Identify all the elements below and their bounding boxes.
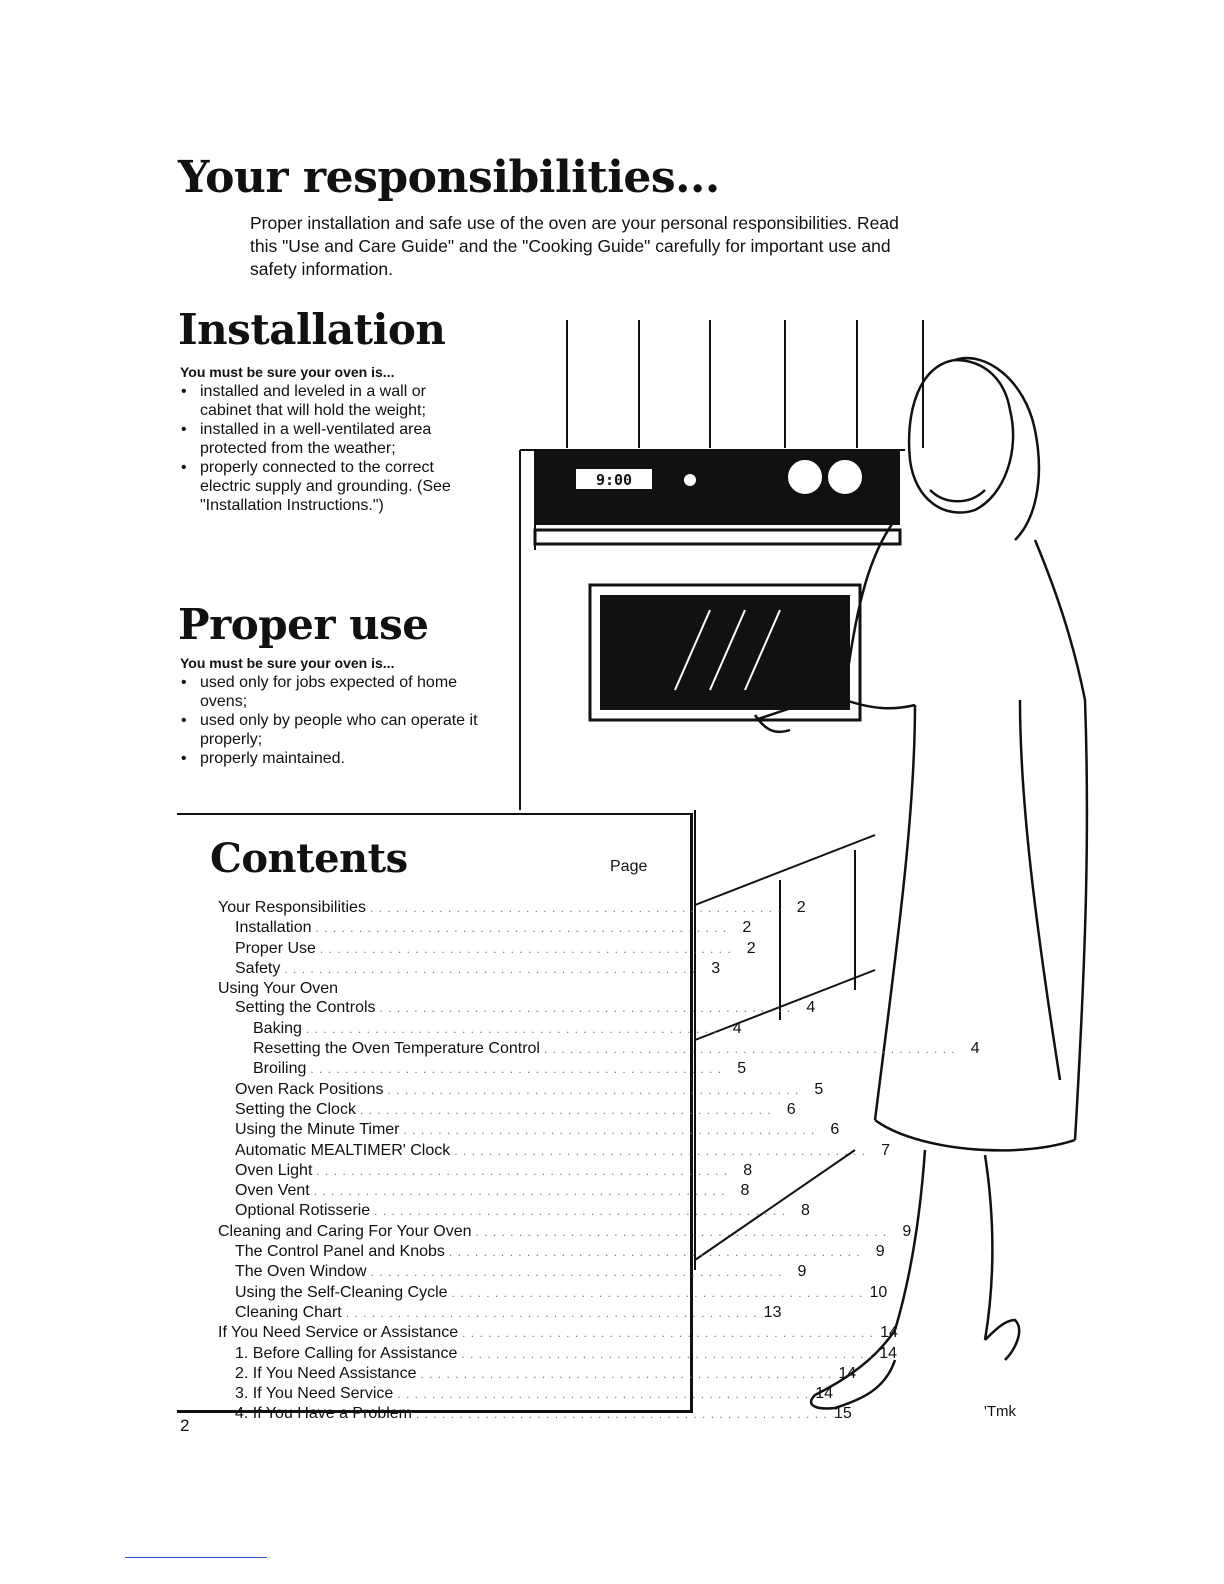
- contents-entry-page: 2: [796, 899, 806, 916]
- leader-dots: . . . . . . . . . . . . . . . . . . . . . . . . . . . . . . . . . . . . . . . . . . . . . . . .: [416, 1407, 828, 1422]
- leader-dots: . . . . . . . . . . . . . . . . . . . . . . . . . . . . . . . . . . . . . . . . . . . . . . . .: [319, 941, 732, 956]
- leader-dots: . . . . . . . . . . . . . . . . . . . . . . . . . . . . . . . . . . . . . . . . . . . . . . . .: [420, 1366, 833, 1381]
- leader-dots: . . . . . . . . . . . . . . . . . . . . . . . . . . . . . . . . . . . . . . . . . . . . . . . .: [359, 1102, 772, 1117]
- contents-entry-page: 4: [732, 1019, 742, 1037]
- trademark-note: 'Tmk: [984, 1403, 1017, 1420]
- leader-dots: . . . . . . . . . . . . . . . . . . . . . . . . . . . . . . . . . . . . . . . . . . . . . . . .: [543, 1042, 956, 1057]
- contents-entry-page: 8: [743, 1161, 753, 1179]
- contents-entry-page: 4: [970, 1040, 980, 1058]
- contents-entry-label: Using Your Oven: [218, 980, 339, 998]
- contents-entry: [218, 1344, 898, 1364]
- contents-entry: [218, 1141, 890, 1161]
- contents-entry-page: 5: [737, 1060, 747, 1078]
- contents-entry-label: Cleaning Chart: [235, 1303, 342, 1321]
- contents-entry-page: 14: [838, 1364, 857, 1382]
- contents-entry-label: 2. If You Need Assistance: [235, 1364, 417, 1382]
- contents-entry-label: Using the Self-Cleaning Cycle: [235, 1283, 448, 1301]
- contents-entry-page: 4: [806, 999, 816, 1017]
- leader-dots: . . . . . . . . . . . . . . . . . . . . . . . . . . . . . . . . . . . . . . . . . . . . . . . .: [310, 1062, 723, 1077]
- contents-entry-label: Setting the Controls: [235, 999, 376, 1017]
- contents-entry-label: 4. If You Have a Problem: [235, 1405, 412, 1423]
- contents-entry: [218, 1364, 857, 1384]
- leader-dots: . . . . . . . . . . . . . . . . . . . . . . . . . . . . . . . . . . . . . . . . . . . . . . . .: [448, 1245, 861, 1260]
- contents-entry: [218, 959, 721, 979]
- contents-entry-label: Optional Rotisserie: [235, 1202, 371, 1220]
- leader-dots: . . . . . . . . . . . . . . . . . . . . . . . . . . . . . . . . . . . . . . . . . . . . . . . .: [475, 1224, 888, 1239]
- leader-dots: . . . . . . . . . . . . . . . . . . . . . . . . . . . . . . . . . . . . . . . . . . . . . . . .: [387, 1082, 800, 1097]
- proper-use-heading: Proper use: [178, 600, 429, 649]
- leader-dots: . . . . . . . . . . . . . . . . . . . . . . . . . . . . . . . . . . . . . . . . . . . . . . . .: [379, 1001, 792, 1016]
- contents-entry-label: Your Responsibilities: [218, 899, 366, 916]
- contents-entry: [218, 1242, 885, 1262]
- leader-dots: . . . . . . . . . . . . . . . . . . . . . . . . . . . . . . . . . . . . . . . . . . . . . . . .: [315, 921, 728, 936]
- oven-window: [600, 595, 850, 710]
- leader-dots: . . . . . . . . . . . . . . . . . . . . . . . . . . . . . . . . . . . . . . . . . . . . . . . .: [461, 1346, 874, 1361]
- contents-entry-page: 8: [801, 1202, 810, 1220]
- contents-entry: [218, 1283, 888, 1303]
- leader-dots: . . . . . . . . . . . . . . . . . . . . . . . . . . . . . . . . . . . . . . . . . . . . . . . .: [454, 1143, 866, 1158]
- contents-entry-label: Proper Use: [235, 939, 316, 957]
- page-column-header: Page: [610, 858, 648, 875]
- list-item: • installed in a well-ventilated area protected from the weather;: [180, 420, 480, 458]
- contents-entry: [218, 1222, 912, 1242]
- page-title: Your responsibilities...: [178, 152, 720, 203]
- contents-entry-page: 10: [869, 1283, 888, 1301]
- contents-entry-label: Broiling: [253, 1060, 307, 1078]
- contents-entry: [218, 1019, 742, 1039]
- leader-dots: . . . . . . . . . . . . . . . . . . . . . . . . . . . . . . . . . . . . . . . . . . . . . . . .: [403, 1123, 816, 1138]
- contents-entry: [218, 1100, 796, 1120]
- contents-entry: [218, 1181, 750, 1201]
- leader-dots: . . . . . . . . . . . . . . . . . . . . . . . . . . . . . . . . . . . . . . . . . . . . . . . .: [284, 961, 697, 976]
- contents-entry-page: 9: [797, 1263, 807, 1281]
- list-item: • used only by people who can operate it properly;: [180, 711, 480, 749]
- contents-entry-page: 6: [830, 1121, 840, 1139]
- installation-list: [180, 382, 480, 515]
- contents-entry: [218, 1262, 807, 1282]
- contents-entry-label: Cleaning and Caring For Your Oven: [218, 1222, 472, 1240]
- contents-entry: [218, 1404, 852, 1424]
- contents-entry: [218, 1303, 782, 1323]
- footer-rule: [125, 1557, 267, 1558]
- leader-dots: . . . . . . . . . . . . . . . . . . . . . . . . . . . . . . . . . . . . . . . . . . . . . . . .: [313, 1184, 726, 1199]
- list-item: • installed and leveled in a wall or cabinet that will hold the weight;: [180, 382, 480, 420]
- contents-entry-label: Oven Vent: [235, 1182, 310, 1200]
- oven-knob-icon: [827, 459, 863, 495]
- contents-entry-label: The Oven Window: [235, 1263, 367, 1281]
- list-item: • properly connected to the correct electric supply and grounding. (See "Installation Instructions."): [180, 458, 480, 515]
- contents-entry: [218, 1120, 840, 1140]
- contents-entry-page: 7: [881, 1141, 890, 1159]
- leader-dots: . . . . . . . . . . . . . . . . . . . . . . . . . . . . . . . . . . . . . . . . . . . . . . . .: [451, 1285, 864, 1300]
- contents-entry-label: Oven Rack Positions: [235, 1080, 384, 1098]
- proper-use-list: [180, 673, 480, 768]
- oven-button-icon: [684, 474, 696, 486]
- leader-dots: . . . . . . . . . . . . . . . . . . . . . . . . . . . . . . . . . . . . . . . . . . . . . . . .: [370, 1265, 783, 1280]
- installation-heading: Installation: [178, 305, 446, 354]
- contents-entry-page: 15: [833, 1405, 852, 1423]
- contents-entry-page: 13: [763, 1303, 782, 1321]
- contents-entry: [218, 1080, 824, 1100]
- contents-entry: [218, 1059, 747, 1079]
- leader-dots: . . . . . . . . . . . . . . . . . . . . . . . . . . . . . . . . . . . . . . . . . . . . . . . .: [345, 1305, 758, 1320]
- contents-entry-label: The Control Panel and Knobs: [235, 1243, 445, 1261]
- leader-dots: . . . . . . . . . . . . . . . . . . . . . . . . . . . . . . . . . . . . . . . . . . . . . . . .: [316, 1163, 729, 1178]
- contents-entry-page: 14: [880, 1324, 898, 1342]
- installation-subheading: You must be sure your oven is...: [180, 364, 395, 380]
- contents-entry: [218, 1323, 898, 1343]
- contents-entry-label: Using the Minute Timer: [235, 1121, 400, 1139]
- contents-entry: [218, 939, 756, 959]
- page-number: 2: [180, 1416, 190, 1435]
- contents-entry-page: 2: [742, 919, 752, 937]
- contents-heading: Contents: [210, 835, 408, 882]
- leader-dots: . . . . . . . . . . . . . . . . . . . . . . . . . . . . . . . . . . . . . . . . . . . . . . . .: [374, 1204, 786, 1219]
- contents-entry-label: Resetting the Oven Temperature Control: [253, 1040, 540, 1058]
- contents-entry: [218, 1039, 980, 1059]
- leader-dots: . . . . . . . . . . . . . . . . . . . . . . . . . . . . . . . . . . . . . . . . . . . . . . . .: [462, 1326, 874, 1341]
- contents-entry-page: 14: [879, 1344, 898, 1362]
- contents-entry: [218, 998, 816, 1018]
- contents-entry: [218, 979, 660, 998]
- contents-entry-page: 6: [786, 1100, 796, 1118]
- contents-entry-label: If You Need Service or Assistance: [218, 1324, 459, 1342]
- contents-entry: [218, 1201, 810, 1221]
- contents-entry-page: 9: [875, 1243, 885, 1261]
- contents-entry-page: 8: [740, 1182, 750, 1200]
- oven-clock-text: 9:00: [595, 471, 633, 489]
- leader-dots: . . . . . . . . . . . . . . . . . . . . . . . . . . . . . . . . . . . . . . . . . . . . . . . .: [369, 901, 782, 915]
- contents-entry-label: Baking: [253, 1019, 302, 1037]
- contents-entry-label: Oven Light: [235, 1161, 313, 1179]
- leader-dots: . . . . . . . . . . . . . . . . . . . . . . . . . . . . . . . . . . . . . . . . . . . . . . . .: [397, 1387, 810, 1402]
- list-item: • used only for jobs expected of home ovens;: [180, 673, 480, 711]
- intro-paragraph: Proper installation and safe use of the oven are your personal responsibilities. Read this "Use and Care Guide" and the "Cooking Guide" carefully for important use and safety information.: [250, 213, 899, 279]
- contents-entry-page: 3: [711, 959, 721, 977]
- contents-entry-page: 14: [815, 1385, 834, 1403]
- contents-entry-page: 5: [814, 1080, 824, 1098]
- oven-handle: [535, 530, 900, 544]
- oven-knob-icon: [787, 459, 823, 495]
- contents-list: [218, 898, 980, 1425]
- contents-entry: [218, 918, 752, 938]
- contents-entry-label: 3. If You Need Service: [235, 1385, 394, 1403]
- contents-entry-page: 2: [746, 939, 756, 957]
- proper-use-subheading: You must be sure your oven is...: [180, 655, 395, 671]
- contents-entry-label: 1. Before Calling for Assistance: [235, 1344, 458, 1362]
- contents-entry-label: Safety: [235, 959, 281, 977]
- contents-entry-label: Installation: [235, 919, 312, 937]
- contents-entry: [218, 1384, 834, 1404]
- contents-entry: [218, 1161, 753, 1181]
- leader-dots: . . . . . . . . . . . . . . . . . . . . . . . . . . . . . . . . . . . . . . . . . . . . . . . .: [305, 1021, 718, 1036]
- contents-entry-label: Setting the Clock: [235, 1100, 356, 1118]
- contents-entry: [218, 898, 806, 918]
- list-item: • properly maintained.: [180, 749, 480, 768]
- contents-entry-label: Automatic MEALTIMER' Clock: [235, 1141, 451, 1159]
- contents-entry-page: 9: [902, 1222, 912, 1240]
